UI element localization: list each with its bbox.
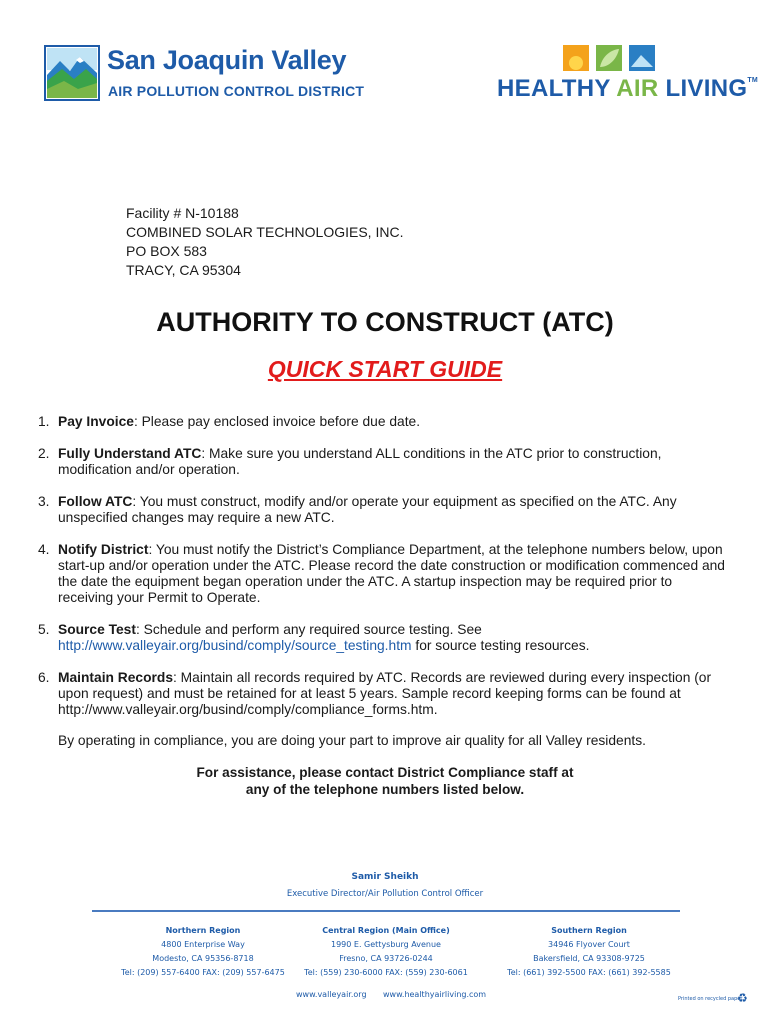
- region-city: Fresno, CA 93726-0244: [339, 954, 433, 963]
- city-state-zip: TRACY, CA 95304: [126, 262, 241, 278]
- step-text: : Please pay enclosed invoice before due date.: [133, 414, 421, 429]
- recycle-icon: ♻: [737, 991, 748, 1005]
- facility-number: Facility # N-10188: [126, 205, 239, 221]
- region-city: Modesto, CA 95356-8718: [152, 954, 254, 963]
- recycled-paper-note: Printed on recycled paper.: [678, 996, 744, 1002]
- step-text: : Make sure you understand ALL conditions in the ATC prior to construction, modification and/or operation.: [58, 446, 662, 477]
- step-title: Pay Invoice: [58, 414, 134, 429]
- region-northern: [103, 924, 303, 980]
- website-valleyair-link[interactable]: www.valleyair.org: [296, 990, 367, 999]
- region-street: 4800 Enterprise Way: [161, 940, 245, 949]
- step-title: Follow ATC: [58, 494, 133, 509]
- po-box: PO BOX 583: [126, 243, 207, 259]
- website-healthyairliving-link[interactable]: www.healthyairliving.com: [383, 990, 487, 999]
- wordmark-air: AIR: [616, 75, 659, 102]
- list-item: [38, 542, 728, 606]
- step-text: : Maintain all records required by ATC. Records are reviewed during every inspection (or upon request) and must be retained for at least 5 years. Sample record keeping forms can be found at http://www.valleyair.org/busind/comply/compliance_forms.htm.: [58, 670, 712, 717]
- assistance-line-2: any of the telephone numbers listed below.: [245, 782, 525, 797]
- executive-name: Samir Sheikh: [351, 872, 419, 882]
- step-title: Maintain Records: [58, 670, 173, 685]
- step-number: 1.: [38, 414, 50, 429]
- list-item: [38, 494, 728, 526]
- source-testing-link[interactable]: http://www.valleyair.org/busind/comply/source_testing.htm: [58, 638, 412, 653]
- assistance-note: [0, 764, 770, 798]
- executive-title: Executive Director/Air Pollution Control Officer: [286, 889, 484, 899]
- letterhead-footer: [0, 872, 770, 1022]
- step-number: 6.: [38, 670, 50, 685]
- wordmark-healthy: HEALTHY: [497, 75, 611, 102]
- step-text: : You must notify the District’s Compliance Department, at the telephone numbers below, upon start-up and/or operation under the ATC. Please record the date construction or modification commenced and the date the equipment began operation under the ATC. A startup inspection may be required prior to receiving your Permit to Operate.: [58, 542, 725, 605]
- step-title: Source Test: [58, 622, 136, 637]
- step-number: 4.: [38, 542, 50, 557]
- district-subtitle: AIR POLLUTION CONTROL DISTRICT: [108, 83, 365, 99]
- trademark: TM: [747, 77, 759, 84]
- region-name: Southern Region: [551, 926, 627, 935]
- region-central: [286, 924, 486, 980]
- step-number: 3.: [38, 494, 50, 509]
- step-text: : You must construct, modify and/or operate your equipment as specified on the ATC. Any unspecified changes may require a new ATC.: [58, 494, 677, 525]
- step-number: 2.: [38, 446, 50, 461]
- list-item: [38, 414, 728, 430]
- step-text: : Schedule and perform any required source testing. See: [135, 622, 482, 637]
- district-logo: [44, 45, 365, 105]
- healthy-air-living-wordmark: [497, 75, 758, 103]
- sun-leaf-sky-icon: [563, 45, 659, 71]
- document-subtitle: QUICK START GUIDE: [267, 356, 503, 382]
- closing-statement: By operating in compliance, you are doing your part to improve air quality for all Valley residents.: [58, 733, 646, 748]
- region-name: Central Region (Main Office): [322, 926, 450, 935]
- region-phone: Tel: (661) 392-5500 FAX: (661) 392-5585: [507, 968, 671, 977]
- healthy-air-living-logo: [497, 45, 759, 105]
- step-title: Fully Understand ATC: [58, 446, 202, 461]
- steps-list: [38, 414, 728, 734]
- region-name: Northern Region: [165, 926, 241, 935]
- region-street: 1990 E. Gettysburg Avenue: [331, 940, 441, 949]
- footer-divider: [92, 910, 680, 912]
- region-city: Bakersfield, CA 93308-9725: [533, 954, 645, 963]
- address-block: [126, 204, 403, 280]
- step-number: 5.: [38, 622, 50, 637]
- mountain-logo-icon: [44, 45, 100, 101]
- region-phone: Tel: (559) 230-6000 FAX: (559) 230-6061: [304, 968, 468, 977]
- assistance-line-1: For assistance, please contact District Compliance staff at: [196, 765, 574, 780]
- region-southern: [489, 924, 689, 980]
- list-item: [38, 670, 728, 718]
- list-item: [38, 622, 728, 654]
- step-title: Notify District: [58, 542, 149, 557]
- wordmark-living: LIVING: [665, 75, 748, 102]
- district-name: San Joaquin Valley: [107, 45, 347, 75]
- list-item: [38, 446, 728, 478]
- company-name: COMBINED SOLAR TECHNOLOGIES, INC.: [126, 224, 404, 240]
- region-phone: Tel: (209) 557-6400 FAX: (209) 557-6475: [121, 968, 285, 977]
- step-text-after: for source testing resources.: [411, 638, 590, 653]
- document-title: AUTHORITY TO CONSTRUCT (ATC): [156, 307, 614, 337]
- region-street: 34946 Flyover Court: [548, 940, 630, 949]
